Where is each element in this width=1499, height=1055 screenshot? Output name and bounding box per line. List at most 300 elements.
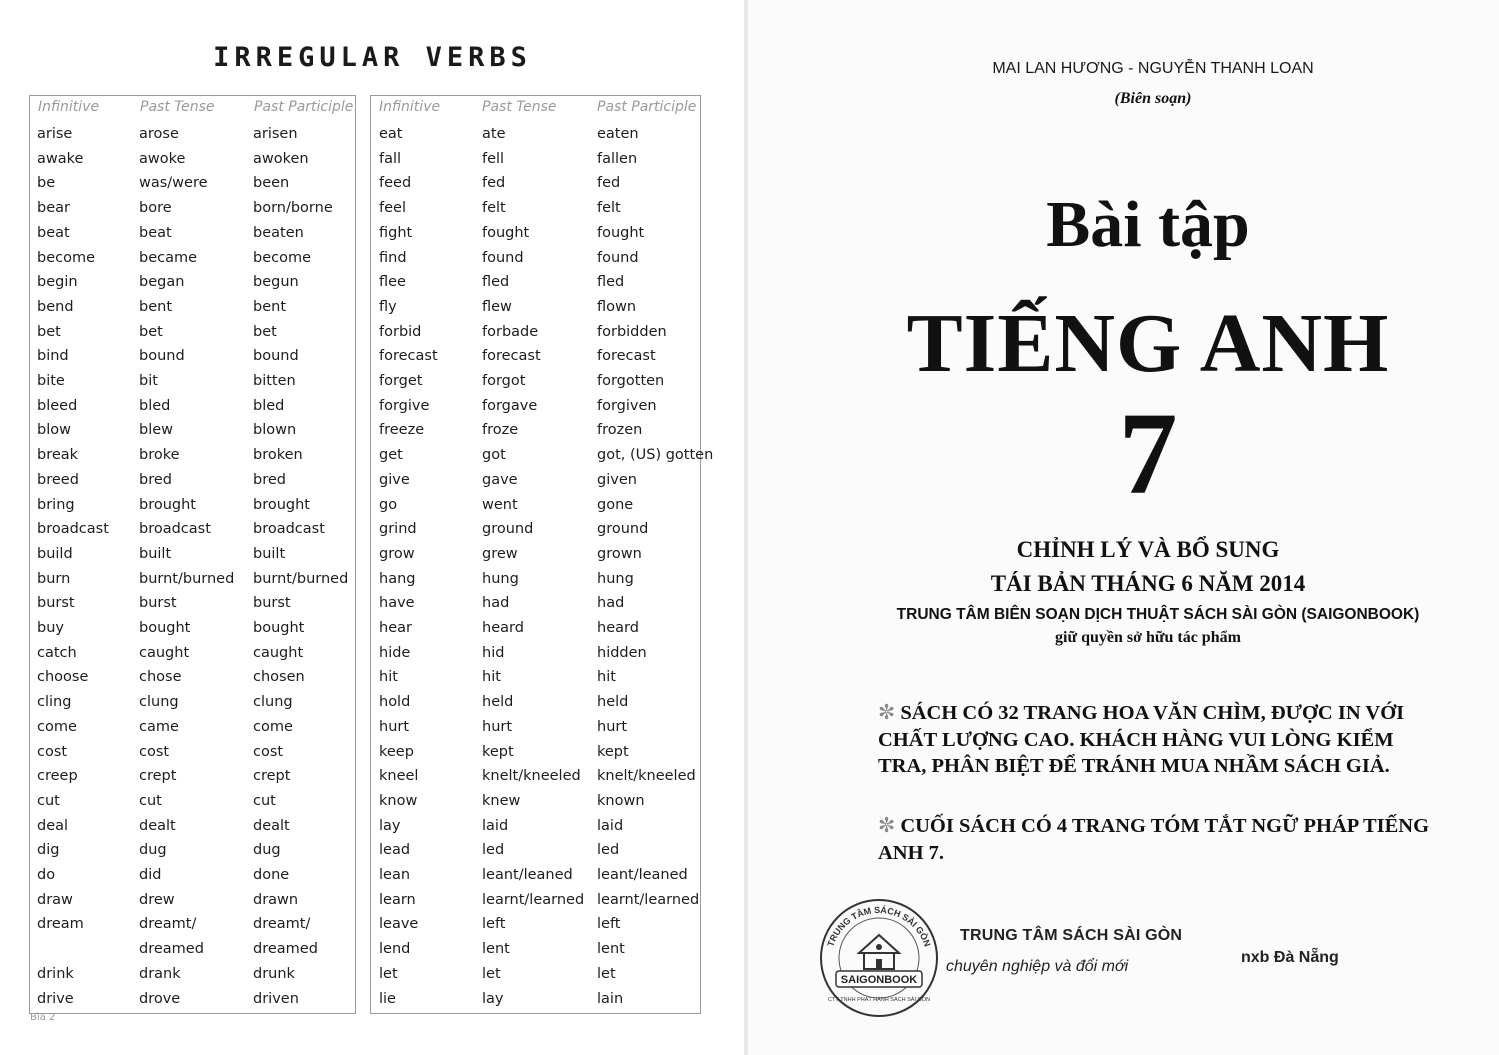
verb-past-tense: hid xyxy=(482,644,505,661)
verb-infinitive: find xyxy=(379,249,407,266)
logo-bottom-text: CTY TNHH PHÁT HÀNH SÁCH SÀI GÒN xyxy=(827,997,931,1003)
verb-past-participle: bet xyxy=(253,323,277,340)
verb-past-participle: brought xyxy=(253,496,310,513)
verb-past-tense: drank xyxy=(139,965,181,982)
verb-past-tense: fell xyxy=(482,150,505,167)
verb-infinitive: hang xyxy=(379,570,416,587)
verb-past-tense: built xyxy=(139,545,172,562)
verb-infinitive: begin xyxy=(37,274,78,291)
verb-past-tense: drove xyxy=(139,990,181,1007)
verb-row xyxy=(30,250,355,275)
verb-past-tense: lay xyxy=(482,990,504,1007)
verb-past-tense: forgot xyxy=(482,373,526,389)
verb-row xyxy=(30,225,355,250)
verb-row xyxy=(371,620,700,645)
verb-past-tense: bled xyxy=(139,397,171,414)
verb-row xyxy=(371,571,700,596)
verb-infinitive: be xyxy=(37,175,56,192)
verb-past-tense: crept xyxy=(139,768,177,785)
verb-past-participle: awoken xyxy=(253,150,309,167)
verb-row xyxy=(30,373,355,398)
verb-past-participle: fought xyxy=(597,224,645,241)
verb-row xyxy=(30,595,355,620)
verb-past-tense: knelt/kneeled xyxy=(482,768,581,785)
verb-table-1 xyxy=(29,95,356,1014)
verb-past-participle: caught xyxy=(253,644,304,661)
verb-past-tense: came xyxy=(139,718,179,735)
verb-row xyxy=(371,768,700,793)
verb-row xyxy=(371,299,700,324)
verb-infinitive: cling xyxy=(37,694,72,711)
verb-past-participle: burnt/burned xyxy=(253,570,349,587)
verb-past-tense: flew xyxy=(482,298,512,315)
verb-past-tense: fought xyxy=(482,224,530,241)
verb-infinitive: bet xyxy=(37,323,61,340)
saigonbook-logo-graphic xyxy=(816,895,942,1021)
verb-row xyxy=(30,818,355,843)
verb-row xyxy=(371,966,700,991)
verb-row xyxy=(30,966,355,991)
verb-row xyxy=(30,521,355,546)
verb-row xyxy=(371,447,714,472)
verb-past-participle: knelt/kneeled xyxy=(597,768,696,785)
verb-infinitive: catch xyxy=(37,644,77,661)
verb-past-participle: drawn xyxy=(253,891,299,908)
verb-past-tense: fled xyxy=(482,274,510,291)
verb-past-participle: crept xyxy=(253,768,291,785)
verb-infinitive: let xyxy=(379,965,398,982)
publishing-center: TRUNG TÂM BIÊN SOẠN DỊCH THUẬT SÁCH SÀI GÒN (SAIGONBOOK) xyxy=(896,606,1420,623)
verb-infinitive: lead xyxy=(379,842,411,859)
verb-past-participle: dug xyxy=(253,842,281,859)
verb-infinitive: arise xyxy=(37,126,73,142)
verb-row xyxy=(371,991,700,1016)
verb-past-participle: done xyxy=(253,867,290,883)
verb-infinitive: bend xyxy=(37,298,74,315)
asterisk-icon: ✼ xyxy=(878,815,896,837)
verb-past-tense: bore xyxy=(139,200,172,217)
verb-row xyxy=(30,299,355,324)
verb-past-tense: drew xyxy=(139,891,175,908)
verb-infinitive: feel xyxy=(379,200,406,217)
verb-past-participle: laid xyxy=(597,817,624,834)
verb-past-participle: known xyxy=(597,792,645,809)
verb-infinitive: lean xyxy=(379,867,411,883)
verb-infinitive: creep xyxy=(37,768,78,785)
header-past-participle: Past Participle xyxy=(254,99,354,115)
verb-past-tense: forecast xyxy=(482,348,541,365)
verb-row xyxy=(371,793,700,818)
verb-infinitive: learn xyxy=(379,891,416,908)
verb-past-participle: forgotten xyxy=(597,373,665,389)
verb-past-participle: given xyxy=(597,471,637,488)
verb-infinitive: feed xyxy=(379,175,412,192)
verb-past-tense: ground xyxy=(482,521,534,538)
verb-past-participle: cost xyxy=(253,743,284,760)
verb-row xyxy=(30,348,355,373)
verb-past-tense: hung xyxy=(482,570,519,587)
verb-past-tense: dreamed xyxy=(139,941,204,958)
verb-past-tense: found xyxy=(482,249,524,266)
verb-row xyxy=(30,324,355,349)
verb-past-participle: dreamt/ xyxy=(253,916,311,933)
verb-row xyxy=(30,744,355,769)
verb-row xyxy=(30,916,355,941)
verb-past-tense: clung xyxy=(139,694,179,711)
verb-row xyxy=(371,694,700,719)
book-grade-number: 7 xyxy=(1118,388,1178,519)
verb-infinitive: forgive xyxy=(379,397,430,414)
verb-past-tense: broadcast xyxy=(139,521,211,538)
verb-past-participle: hidden xyxy=(597,644,647,661)
verb-past-participle: come xyxy=(253,718,293,735)
verb-infinitive: do xyxy=(37,867,56,883)
edition-line-2: TÁI BẢN THÁNG 6 NĂM 2014 xyxy=(990,571,1306,596)
house-icon xyxy=(859,935,899,969)
verb-past-tense: dealt xyxy=(139,817,176,834)
verb-row xyxy=(30,941,355,966)
irregular-verbs-title-text: IRREGULAR VERBS xyxy=(213,42,532,73)
verb-past-participle: bled xyxy=(253,397,285,414)
verb-infinitive: leave xyxy=(379,916,419,933)
verb-infinitive: know xyxy=(379,792,418,809)
verb-past-tense: laid xyxy=(482,817,509,834)
verb-row xyxy=(371,200,700,225)
verb-past-participle: driven xyxy=(253,990,299,1007)
verb-past-tense: got xyxy=(482,447,506,464)
verb-row xyxy=(30,472,355,497)
header-infinitive: Infinitive xyxy=(38,99,100,115)
verb-row xyxy=(30,126,355,151)
verb-infinitive: forget xyxy=(379,373,423,389)
logo-arc-text: TRUNG TÂM SÁCH SÀI GÒN xyxy=(825,904,933,948)
verb-infinitive: burst xyxy=(37,595,75,612)
verb-past-tense: heard xyxy=(482,620,524,636)
verb-past-tense: lent xyxy=(482,941,510,958)
verb-row xyxy=(371,916,700,941)
verb-past-participle: found xyxy=(597,249,639,266)
notice-grammar-summary xyxy=(878,813,1438,866)
verb-row xyxy=(30,867,355,892)
verb-past-tense: bought xyxy=(139,620,191,636)
verb-past-tense: bred xyxy=(139,471,172,488)
verb-row xyxy=(371,472,700,497)
verb-infinitive: grow xyxy=(379,545,415,562)
page-number: Bìa 2 xyxy=(30,1012,56,1023)
verb-past-participle: let xyxy=(597,965,616,982)
verb-infinitive: dig xyxy=(37,842,60,859)
verb-infinitive: beat xyxy=(37,224,70,241)
verb-infinitive: drink xyxy=(37,965,74,982)
notice-2-text: CUỐI SÁCH CÓ 4 TRANG TÓM TẮT NGỮ PHÁP TIẾNG ANH 7. xyxy=(878,815,1430,864)
verb-row xyxy=(371,274,700,299)
verb-row xyxy=(30,645,355,670)
verb-row xyxy=(30,175,355,200)
verb-infinitive: broadcast xyxy=(37,521,109,538)
verb-past-tense: knew xyxy=(482,792,521,809)
verb-infinitive: hit xyxy=(379,669,398,686)
verb-infinitive: cost xyxy=(37,743,68,760)
verb-row xyxy=(30,546,355,571)
verb-row xyxy=(30,571,355,596)
book-title-line-1: Bài tập xyxy=(1046,188,1250,261)
verb-past-participle: hurt xyxy=(597,718,628,735)
verb-past-tense: gave xyxy=(482,471,518,488)
verb-infinitive: forbid xyxy=(379,323,422,340)
verb-row xyxy=(371,324,700,349)
irregular-verbs-title xyxy=(0,42,745,73)
verb-row xyxy=(371,175,700,200)
verb-past-tense: chose xyxy=(139,669,182,686)
verb-past-tense: bet xyxy=(139,323,163,340)
verb-past-tense: hit xyxy=(482,669,501,686)
verb-past-tense: left xyxy=(482,916,506,933)
verb-row xyxy=(371,250,700,275)
editor-note: (Biên soạn) xyxy=(1114,90,1192,107)
authors: MAI LAN HƯƠNG - NGUYỄN THANH LOAN xyxy=(992,60,1314,77)
verb-row xyxy=(371,818,700,843)
verb-past-tense: forgave xyxy=(482,397,538,414)
verb-infinitive: keep xyxy=(379,743,414,760)
verb-past-participle: dreamed xyxy=(253,941,318,958)
verb-past-tense: went xyxy=(482,496,518,513)
verb-row xyxy=(30,274,355,299)
store-name: TRUNG TÂM SÁCH SÀI GÒN xyxy=(960,927,1183,944)
verb-past-participle: arisen xyxy=(253,126,298,142)
verb-infinitive: hurt xyxy=(379,718,410,735)
verb-row xyxy=(30,497,355,522)
verb-row xyxy=(30,793,355,818)
verb-infinitive: buy xyxy=(37,620,64,636)
verb-infinitive: choose xyxy=(37,669,89,686)
verb-past-participle: beaten xyxy=(253,224,304,241)
verb-past-participle: lent xyxy=(597,941,625,958)
header-past-tense: Past Tense xyxy=(482,99,557,115)
verb-row xyxy=(371,521,700,546)
verb-infinitive: drive xyxy=(37,990,74,1007)
irregular-verbs-page xyxy=(0,0,745,1055)
verb-past-tense: hurt xyxy=(482,718,513,735)
verb-past-participle: begun xyxy=(253,274,299,291)
verb-infinitive: bind xyxy=(37,348,69,365)
verb-past-participle: held xyxy=(597,694,629,711)
verb-infinitive: lay xyxy=(379,817,401,834)
verb-past-participle: fed xyxy=(597,175,621,192)
verb-past-participle: grown xyxy=(597,545,642,562)
verb-infinitive: burn xyxy=(37,570,71,587)
verb-past-tense: burst xyxy=(139,595,177,612)
verb-past-tense: held xyxy=(482,694,514,711)
verb-row xyxy=(371,941,700,966)
verb-past-tense: felt xyxy=(482,200,506,217)
verb-infinitive: breed xyxy=(37,471,79,488)
verb-infinitive: hide xyxy=(379,644,411,661)
verb-past-participle: eaten xyxy=(597,126,639,142)
verb-table-2 xyxy=(370,95,714,1014)
verb-row xyxy=(30,422,355,447)
verb-past-tense: arose xyxy=(139,126,179,142)
verb-past-participle: left xyxy=(597,916,621,933)
verb-past-participle: heard xyxy=(597,620,639,636)
verb-past-participle: frozen xyxy=(597,422,643,439)
verb-row xyxy=(30,991,355,1016)
verb-infinitive: come xyxy=(37,718,77,735)
verb-past-tense: ate xyxy=(482,126,506,142)
verb-past-tense: forbade xyxy=(482,323,539,340)
verb-past-participle: led xyxy=(597,842,620,859)
verb-past-tense: kept xyxy=(482,743,514,760)
verb-past-participle: bound xyxy=(253,348,299,365)
verb-past-tense: froze xyxy=(482,422,519,439)
verb-infinitive: cut xyxy=(37,792,60,809)
verb-past-participle: had xyxy=(597,595,625,612)
verb-past-tense: dug xyxy=(139,842,167,859)
verb-past-participle: bought xyxy=(253,620,305,636)
verb-infinitive: eat xyxy=(379,126,403,142)
verb-past-participle: bitten xyxy=(253,373,296,389)
verb-past-tense: had xyxy=(482,595,510,612)
verb-past-participle: kept xyxy=(597,743,629,760)
verb-past-participle: burst xyxy=(253,595,291,612)
verb-past-tense: bit xyxy=(139,373,158,389)
verb-row xyxy=(30,768,355,793)
verb-infinitive: fight xyxy=(379,224,413,241)
verb-infinitive: go xyxy=(379,496,398,513)
verb-past-participle: forbidden xyxy=(597,323,667,340)
verb-infinitive: lend xyxy=(379,941,411,958)
saigonbook-logo xyxy=(816,895,942,1021)
verb-past-participle: been xyxy=(253,175,290,192)
verb-infinitive: have xyxy=(379,595,415,612)
verb-row xyxy=(30,151,355,176)
verb-infinitive: build xyxy=(37,545,73,562)
verb-row xyxy=(30,842,355,867)
verb-past-tense: began xyxy=(139,274,185,291)
verb-past-participle: clung xyxy=(253,694,293,711)
verb-infinitive: give xyxy=(379,471,410,488)
verb-past-participle: forecast xyxy=(597,348,656,365)
verb-past-tense: fed xyxy=(482,175,506,192)
verb-row xyxy=(30,892,355,917)
asterisk-icon: ✼ xyxy=(878,702,896,724)
logo-label: SAIGONBOOK xyxy=(840,974,918,986)
notice-1-text: SÁCH CÓ 32 TRANG HOA VĂN CHÌM, ĐƯỢC IN VỚI CHẤT LƯỢNG CAO. KHÁCH HÀNG VUI LÒNG KIỂM TRA, PHÂN BIỆT ĐỂ TRÁNH MUA NHẦM SÁCH GIẢ. xyxy=(878,702,1405,777)
verb-past-participle: drunk xyxy=(253,965,295,982)
verb-past-participle: cut xyxy=(253,792,276,809)
verb-infinitive: break xyxy=(37,447,79,464)
verb-past-tense: bound xyxy=(139,348,185,365)
verb-past-participle: gone xyxy=(597,496,634,513)
verb-infinitive: kneel xyxy=(379,768,419,785)
verb-past-tense: blew xyxy=(139,422,174,439)
verb-infinitive: lie xyxy=(379,990,396,1007)
verb-past-participle: fallen xyxy=(597,150,638,167)
verb-row xyxy=(371,126,700,151)
notice-anti-counterfeit xyxy=(878,700,1438,780)
verb-past-participle: broken xyxy=(253,447,303,464)
verb-infinitive: hold xyxy=(379,694,411,711)
verb-row xyxy=(371,398,700,423)
verb-infinitive: flee xyxy=(379,274,406,291)
header-infinitive: Infinitive xyxy=(379,99,441,115)
verb-past-tense: did xyxy=(139,867,162,883)
header-past-tense: Past Tense xyxy=(140,99,215,115)
verb-past-tense: beat xyxy=(139,224,172,241)
verb-infinitive: bring xyxy=(37,496,75,513)
verb-row xyxy=(371,744,700,769)
verb-row xyxy=(371,497,700,522)
verb-past-participle: fled xyxy=(597,274,625,291)
verb-infinitive: freeze xyxy=(379,422,425,439)
verb-past-tense: brought xyxy=(139,496,196,513)
verb-past-participle: born/borne xyxy=(253,200,333,217)
verb-infinitive: fall xyxy=(379,150,402,167)
verb-infinitive: hear xyxy=(379,620,412,636)
verb-row xyxy=(371,422,700,447)
verb-row xyxy=(30,398,355,423)
verb-past-tense: led xyxy=(482,842,505,859)
verb-row xyxy=(371,842,700,867)
verb-row xyxy=(371,669,700,694)
verb-past-participle: hit xyxy=(597,669,616,686)
verb-table-header xyxy=(371,99,700,123)
verb-infinitive: grind xyxy=(379,521,417,538)
store-slogan: chuyên nghiệp và đổi mới xyxy=(946,958,1129,975)
verb-row xyxy=(371,719,700,744)
verb-infinitive: get xyxy=(379,447,403,464)
verb-past-participle: got, (US) gotten xyxy=(597,447,714,464)
verb-past-participle: blown xyxy=(253,422,297,439)
verb-past-participle: bred xyxy=(253,471,286,488)
verb-row xyxy=(371,151,700,176)
verb-past-participle: become xyxy=(253,249,312,266)
verb-past-participle: built xyxy=(253,545,286,562)
publisher-name: nxb Đà Nẵng xyxy=(1241,949,1339,966)
verb-row xyxy=(30,620,355,645)
rights-note: giữ quyền sở hữu tác phẩm xyxy=(1055,629,1241,646)
verb-infinitive: bear xyxy=(37,200,70,217)
verb-past-participle: leant/leaned xyxy=(597,867,688,883)
verb-past-tense: was/were xyxy=(139,175,208,192)
book-cover-page xyxy=(748,0,1499,1055)
verb-past-participle: forgiven xyxy=(597,397,657,414)
verb-infinitive: blow xyxy=(37,422,71,439)
verb-past-tense: leant/leaned xyxy=(482,867,573,883)
verb-past-participle: chosen xyxy=(253,669,305,686)
verb-row xyxy=(371,546,700,571)
verb-past-tense: grew xyxy=(482,545,518,562)
verb-row xyxy=(30,447,355,472)
verb-past-participle: felt xyxy=(597,200,621,217)
verb-past-participle: learnt/learned xyxy=(597,891,700,908)
verb-past-participle: ground xyxy=(597,521,649,538)
verb-past-tense: let xyxy=(482,965,501,982)
book-title-line-2: TIẾNG ANH xyxy=(906,297,1390,390)
verb-past-tense: became xyxy=(139,249,198,266)
verb-row xyxy=(30,719,355,744)
verb-row xyxy=(30,669,355,694)
verb-row xyxy=(371,348,700,373)
verb-row xyxy=(30,200,355,225)
verb-past-tense: cost xyxy=(139,743,170,760)
verb-infinitive: become xyxy=(37,249,96,266)
verb-table-header xyxy=(30,99,355,123)
verb-row xyxy=(371,373,700,398)
verb-infinitive: fly xyxy=(379,298,397,315)
verb-past-participle: lain xyxy=(597,990,624,1007)
header-past-participle: Past Participle xyxy=(597,99,697,115)
edition-line-1: CHỈNH LÝ VÀ BỔ SUNG xyxy=(1016,537,1280,562)
